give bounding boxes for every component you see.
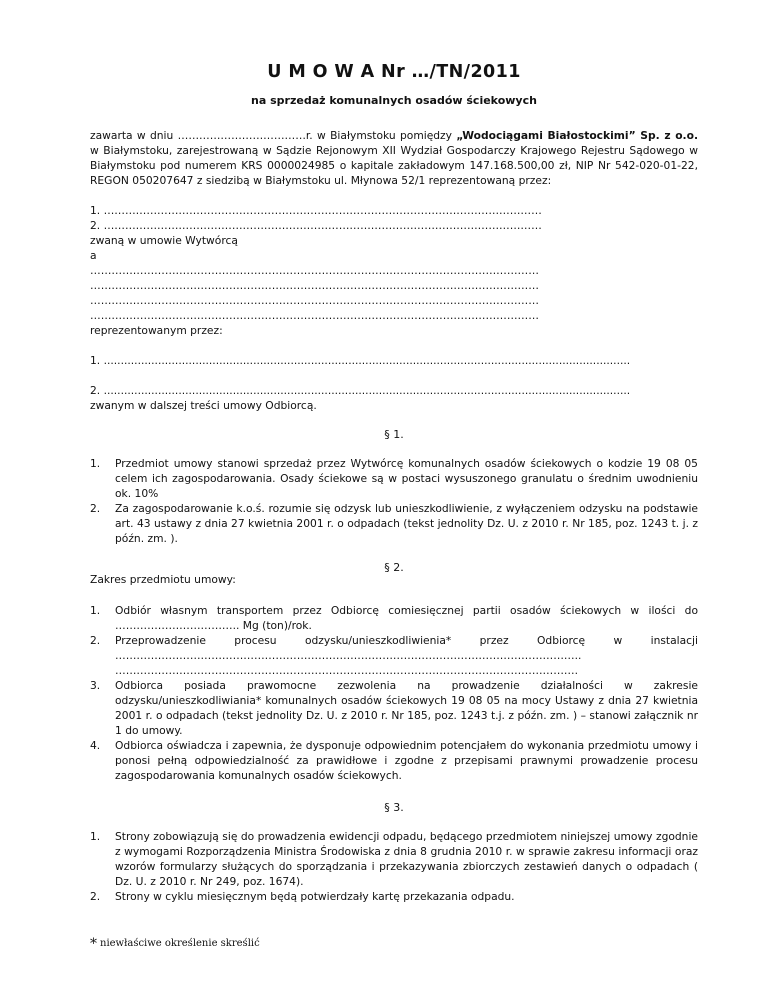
section-2-header [90, 561, 698, 591]
section-3-list [90, 829, 698, 904]
list-item: 4. Odbiorca oświadcza i zapewnia, że dysponuje odpowiednim potencjałem do wykonania przedmiotu umowy i ponosi pełną odpowiedzialność za prawidłowe i zgodne z przepisami prawnymi prowadzenie procesu zagospodarowania komunalnych osadów ściekowych. [90, 739, 698, 782]
contract-page [90, 62, 698, 904]
list-item: 1. Przedmiot umowy stanowi sprzedaż przez Wytwórcę komunalnych osadów ściekowych o kodzie 19 08 05 celem ich zagospodarowania. Osady ściekowe są w postaci wysuszonego granulatu o średnim uwodnieniu ok. 10% [90, 457, 698, 500]
section-3-heading: § 3. [384, 801, 404, 814]
list-item: 2. Za zagospodarowanie k.o.ś. rozumie się odzysk lub unieszkodliwienie, z wyłączeniem odzysku na podstawie art. 43 ustawy z dnia 27 kwietnia 2001 r. o odpadach (tekst jednolity Dz. U. z 2010 r. Nr 185, poz. 1243 t. j. z późn. zm. ). [90, 502, 698, 545]
representative-line-1: 1. …………………………………………………………………………………………………………… [90, 204, 542, 217]
footnote-text: niewłaściwe określenie skreślić [100, 938, 260, 949]
section-1-list [90, 456, 698, 546]
party-dotline-1: ……………………………………………………………………………………………………………… [90, 264, 539, 277]
intro-text-start: zawarta w dniu ………………………………r. w Białymstoku pomiędzy [90, 129, 457, 142]
section-2-list [90, 603, 698, 783]
footnote [90, 936, 260, 952]
party-dotline-2: ……………………………………………………………………………………………………………… [90, 279, 539, 292]
section-2-heading: § 2. [384, 561, 404, 574]
party-dotline-4: ……………………………………………………………………………………………………………… [90, 309, 539, 322]
contract-subtitle: na sprzedaż komunalnych osadów ściekowych [251, 94, 537, 107]
section-1-heading: § 1. [384, 428, 404, 441]
intro-text-rest: w Białymstoku, zarejestrowaną w Sądzie Rejonowym XII Wydział Gospodarczy Krajowego Rejestru Sądowego w Białymstoku pod numerem KRS 0000024985 o kapitale zakładowym 147.168.500,00 zł, NIP Nr 542-020-01-22, REGON 050207647 z siedzibą w Białymstoku ul. Młynowa 52/1 reprezentowaną przez: [90, 144, 698, 187]
party-dotline-3: ……………………………………………………………………………………………………………… [90, 294, 539, 307]
list-item: 2. Przeprowadzenie procesu odzysku/unieszkodliwienia* przez Odbiorcę w instalacji ………………………………………………………………………………………………………………….. …………………………………………………………………………………………………………………. [90, 634, 698, 677]
scope-label: Zakres przedmiotu umowy: [90, 573, 236, 586]
receiver-label: zwanym w dalszej treści umowy Odbiorcą. [90, 399, 317, 412]
contract-title: U M O W A Nr …/TN/2011 [267, 62, 521, 82]
producer-label: zwaną w umowie Wytwórcą [90, 234, 238, 247]
intro-paragraph [90, 128, 698, 188]
company-name: „Wodociągami Białostockimi” Sp. z o.o. [456, 129, 699, 142]
list-item: 2. Strony w cyklu miesięcznym będą potwierdzały kartę przekazania odpadu. [90, 890, 515, 903]
list-item: 1. Strony zobowiązują się do prowadzenia ewidencji odpadu, będącego przedmiotem niniejszej umowy zgodnie z wymogami Rozporządzenia Ministra Środowiska z dnia 8 grudnia 2010 r. w sprawie zakresu informacji oraz wzorów formularzy służących do sporządzania i przekazywania zbiorczych zestawień danych o odpadach ( Dz. U. z 2010 r. Nr 249, poz. 1674). [90, 830, 698, 888]
list-item: 3. Odbiorca posiada prawomocne zezwolenia na prowadzenie działalności w zakresie odzysku/unieszkodliwiania* komunalnych osadów ściekowych 19 08 05 na mocy Ustawy z dnia 27 kwietnia 2001 r. o odpadach (tekst jednolity Dz. U. z 2010 r. Nr 185, poz. 1243 t.j. z późn. zm. ) – stanowi załącznik nr 1 do umowy. [90, 679, 698, 737]
list-item: 1. Odbiór własnym transportem przez Odbiorcę comiesięcznej partii osadów ściekowych w ilości do …………………………….. Mg (ton)/rok. [90, 604, 698, 632]
representative-line-2: 2. …………………………………………………………………………………………………………… [90, 219, 542, 232]
represented-label: reprezentowanym przez: [90, 324, 223, 337]
footnote-asterisk: * [90, 936, 97, 952]
representative-line-4: 2. ........................................................................................................................................................... [90, 384, 631, 397]
and-label: a [90, 249, 97, 262]
representative-line-3: 1. ........................................................................................................................................................... [90, 354, 631, 367]
